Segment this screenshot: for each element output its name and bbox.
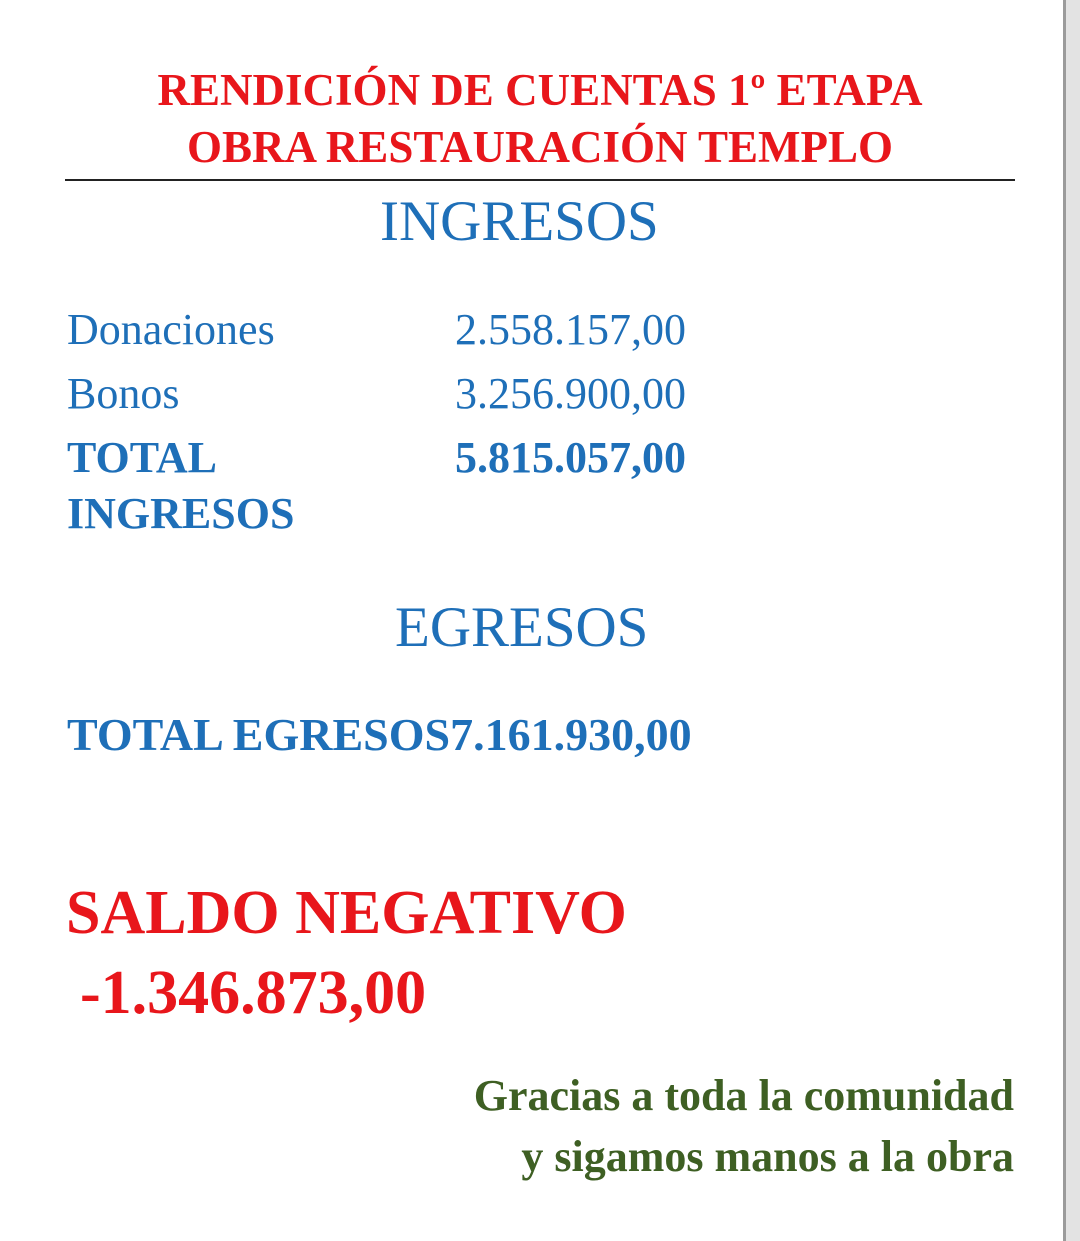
row-label-donaciones: Donaciones — [67, 305, 275, 354]
row-label-bonos: Bonos — [67, 369, 180, 418]
ingresos-heading: INGRESOS — [380, 190, 659, 253]
total-egresos-row — [67, 706, 692, 764]
saldo-negativo-label: SALDO NEGATIVO — [66, 879, 627, 947]
row-value-donaciones: 2.558.157,00 — [455, 305, 686, 354]
document-title-line1: RENDICIÓN DE CUENTAS 1º ETAPA — [157, 65, 923, 115]
total-ingresos-value: 5.815.057,00 — [455, 433, 686, 482]
page-edge — [1063, 0, 1080, 1241]
closing-line2: y sigamos manos a la obra — [521, 1132, 1014, 1181]
total-egresos-label: TOTAL EGRESOS — [67, 709, 451, 760]
total-egresos-value: 7.161.930,00 — [450, 709, 692, 760]
row-value-bonos: 3.256.900,00 — [455, 369, 686, 418]
total-ingresos-label: TOTAL INGRESOS — [67, 433, 295, 538]
closing-line1: Gracias a toda la comunidad — [473, 1071, 1014, 1120]
saldo-negativo-value: -1.346.873,00 — [80, 959, 427, 1027]
document-title-line2: OBRA RESTAURACIÓN TEMPLO — [187, 122, 893, 172]
title-divider — [65, 179, 1015, 181]
egresos-heading: EGRESOS — [395, 596, 649, 659]
